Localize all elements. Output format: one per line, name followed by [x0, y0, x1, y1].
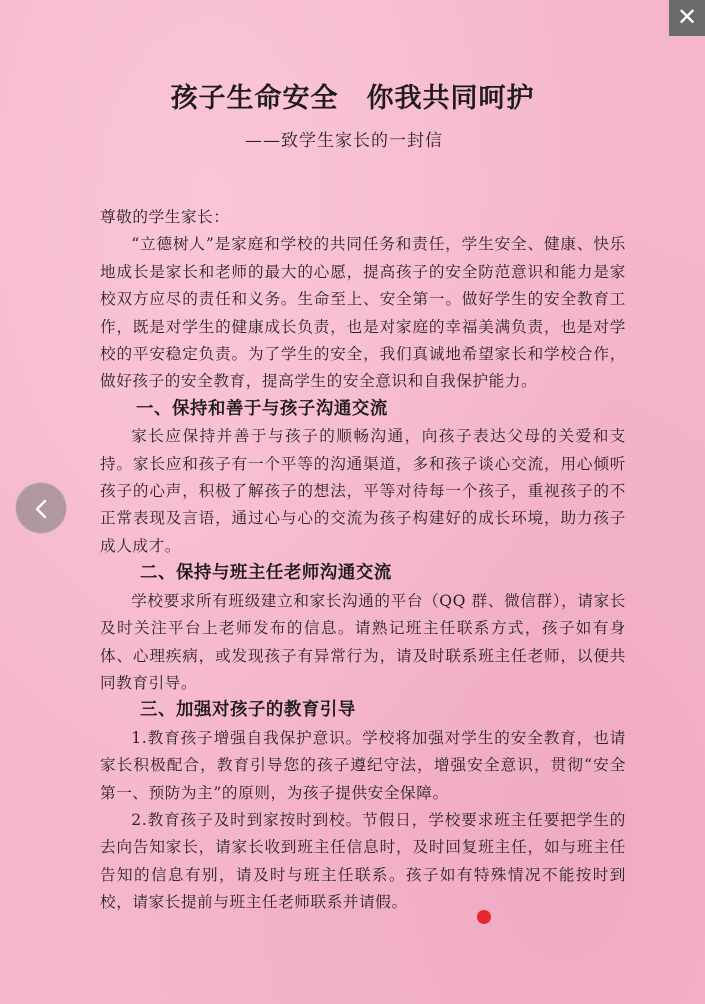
chevron-left-icon — [30, 497, 54, 521]
red-marker-dot — [477, 910, 491, 924]
section-1-paragraph: 家长应保持并善于与孩子的顺畅沟通，向孩子表达父母的关爱和支持。家长应和孩子有一个平等的沟通渠道，多和孩子谈心交流，用心倾听孩子的心声，积极了解孩子的想法，平等对待每一个孩子，重视孩子的不正常表现及言语，通过心与心的交流为孩子构建好的成长环境，助力孩子成人成才。 — [100, 427, 626, 555]
section-3-heading: 三、加强对孩子的教育引导 — [140, 700, 356, 721]
section-3-item-1: 1.教育孩子增强自我保护意识。学校将加强对学生的安全教育，也请家长积极配合，教育引导您的孩子遵纪守法，增强安全意识，贯彻“安全第一、预防为主”的原则，为孩子提供安全保障。 — [100, 728, 626, 802]
letter-title — [0, 76, 705, 115]
section-1-heading: 一、保持和善于与孩子沟通交流 — [136, 398, 388, 419]
greeting: 尊敬的学生家长： — [100, 208, 230, 226]
title-part-1: 孩子生命安全 — [170, 83, 339, 114]
close-button[interactable] — [669, 0, 705, 36]
section-3-item-2: 2.教育孩子及时到家按时到校。节假日，学校要求班主任要把学生的去向告知家长，请家长收到班主任信息时，及时回复班主任，如与班主任告知的信息有别，请及时与班主任联系。孩子如有特殊情况不能按时到校，请家长提前与班主任老师联系并请假。 — [100, 810, 626, 912]
title-part-2: 你我共同呵护 — [366, 83, 535, 114]
section-2-paragraph: 学校要求所有班级建立和家长沟通的平台（QQ 群、微信群），请家长及时关注平台上老师发布的信息。请熟记班主任联系方式，孩子如有身体、心理疾病，或发现孩子有异常行为，请及时联系班主任老师，以便共同教育引导。 — [100, 591, 626, 692]
letter-subtitle: ——致学生家长的一封信 — [245, 131, 443, 151]
intro-paragraph: “立德树人”是家庭和学校的共同任务和责任，学生安全、健康、快乐地成长是家长和老师的最大的心愿，提高孩子的安全防范意识和能力是家校双方应尽的责任和义务。生命至上、安全第一。做好学生的安全教育工作，既是对学生的健康成长负责，也是对家庭的幸福美满负责，也是对学校的平安稳定负责。为了学生的安全，我们真诚地希望家长和学校合作，做好孩子的安全教育，提高学生的安全意识和自我保护能力。 — [100, 235, 626, 391]
letter-body — [100, 204, 626, 917]
section-2-heading: 二、保持与班主任老师沟通交流 — [140, 563, 392, 584]
previous-image-button[interactable] — [15, 482, 67, 534]
close-icon: ✕ — [676, 3, 698, 31]
